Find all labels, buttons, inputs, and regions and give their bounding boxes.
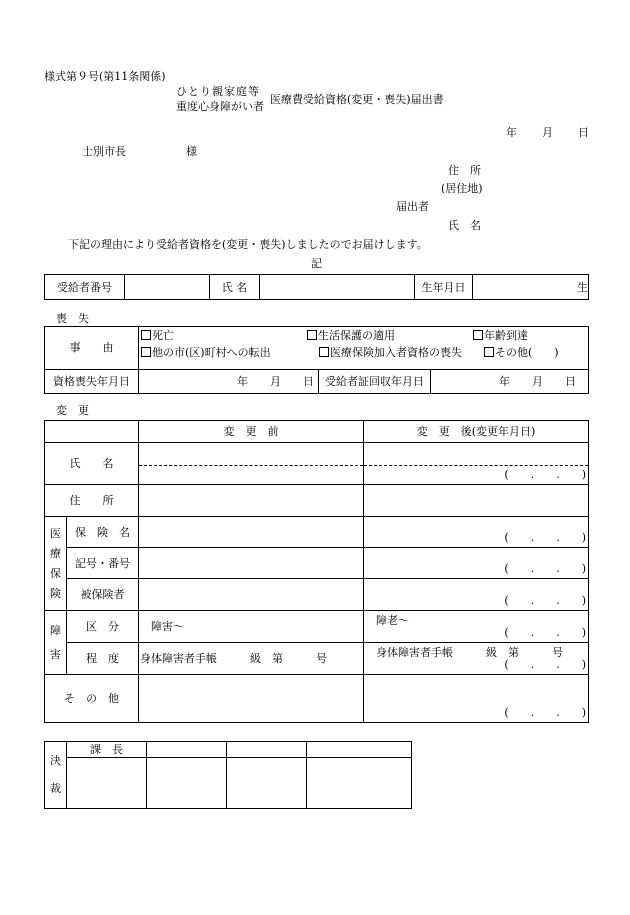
- submitter-label: 届出者: [396, 200, 429, 213]
- checkbox-icon: [484, 347, 494, 357]
- row-name-label: 氏 名: [45, 443, 139, 485]
- change-section-title: 変 更: [56, 404, 89, 417]
- option-death[interactable]: 死亡: [141, 330, 174, 341]
- degree-after-value: 身体障害者手帳 級 第 号: [376, 646, 563, 659]
- change-date-paren: ( . . ): [504, 468, 586, 481]
- checkbox-icon: [473, 330, 483, 340]
- recipient-number-cell[interactable]: [125, 275, 210, 300]
- approval-head-3: [227, 742, 307, 758]
- name-before-cell[interactable]: [139, 443, 364, 485]
- cert-return-label: 受給者証回収年月日: [319, 369, 431, 393]
- title-line2: 重度心身障がい者: [176, 100, 264, 113]
- form-number: 様式第９号(第11条関係): [44, 70, 166, 83]
- option-other[interactable]: その他( ): [484, 347, 559, 358]
- recipient-number-label: 受給者番号: [45, 275, 125, 300]
- ki-mark: 記: [311, 257, 322, 270]
- category-label: 区 分: [67, 611, 139, 643]
- approval-stamp-4[interactable]: [307, 758, 412, 809]
- approval-group-label: 決裁: [45, 742, 67, 809]
- form-title: 医療費受給資格(変更・喪失)届出書: [270, 93, 444, 106]
- degree-label: 程 度: [67, 643, 139, 675]
- option-age[interactable]: 年齢到達: [473, 330, 528, 341]
- other-after-cell[interactable]: [364, 675, 589, 723]
- recipient-name-cell[interactable]: [260, 275, 415, 300]
- loss-section-title: 喪 失: [56, 312, 89, 325]
- change-date-paren: ( . . ): [504, 531, 586, 544]
- option-move-out[interactable]: 他の市(区)町村への転出: [141, 347, 271, 358]
- dashed-divider: [364, 465, 588, 466]
- date-year: 年: [506, 126, 517, 139]
- birth-date-cell[interactable]: [473, 275, 589, 300]
- recipient-table: [44, 274, 589, 300]
- degree-before-cell[interactable]: 身体障害者手帳 級 第 号: [139, 643, 364, 675]
- addressee-mayor: 士別市長: [82, 145, 126, 158]
- dashed-divider: [139, 465, 363, 466]
- disability-group-label: 障害: [45, 611, 67, 675]
- approval-stamp-2[interactable]: [147, 758, 227, 809]
- insurance-group-label: 医療保険: [45, 517, 67, 611]
- loss-table: [44, 326, 589, 394]
- loss-date-cell[interactable]: 年 月 日: [139, 369, 319, 393]
- option-insurance-loss[interactable]: 医療保険加入者資格の喪失: [319, 347, 462, 358]
- name-after-cell[interactable]: [364, 443, 589, 485]
- change-table: [44, 420, 589, 723]
- insurer-name-label: 保 険 名: [67, 517, 139, 548]
- date-month: 月: [542, 126, 553, 139]
- cert-return-cell[interactable]: 年 月 日: [431, 369, 589, 393]
- row-address-label: 住 所: [45, 485, 139, 517]
- address-before-cell[interactable]: [139, 485, 364, 517]
- insured-person-label: 被保険者: [67, 579, 139, 611]
- insured-after-cell[interactable]: [364, 579, 589, 611]
- birth-suffix: 生: [577, 280, 588, 294]
- reason-options: [139, 327, 589, 370]
- approval-head-2: [147, 742, 227, 758]
- after-header: 変 更 後(変更年月日): [364, 421, 589, 443]
- category-after-value: 障老〜: [376, 614, 409, 627]
- title-line1: ひとり親家庭等: [176, 85, 260, 98]
- symbol-number-label: 記号・番号: [67, 548, 139, 579]
- change-date-paren: ( . . ): [504, 658, 586, 671]
- address-after-cell[interactable]: [364, 485, 589, 517]
- residence-label: (居住地): [441, 182, 483, 195]
- change-date-paren: ( . . ): [504, 706, 586, 719]
- address-label: 住 所: [448, 164, 481, 177]
- birth-date-label: 生年月日: [415, 275, 473, 300]
- loss-date-label: 資格喪失年月日: [45, 369, 139, 393]
- checkbox-icon: [141, 330, 151, 340]
- before-header: 変 更 前: [139, 421, 364, 443]
- statement: 下記の理由により受給者資格を(変更・喪失)しましたのでお届けします。: [68, 238, 428, 251]
- other-before-cell[interactable]: [139, 675, 364, 723]
- approval-head-4: [307, 742, 412, 758]
- insurer-before-cell[interactable]: [139, 517, 364, 548]
- name-label: 氏 名: [448, 219, 481, 232]
- recipient-name-label: 氏 名: [210, 275, 260, 300]
- date-day: 日: [578, 126, 589, 139]
- category-before-cell[interactable]: 障害〜: [139, 611, 364, 643]
- symbol-before-cell[interactable]: [139, 548, 364, 579]
- checkbox-icon: [141, 347, 151, 357]
- change-date-paren: ( . . ): [504, 626, 586, 639]
- approval-stamp-3[interactable]: [227, 758, 307, 809]
- approval-table: [44, 741, 412, 809]
- checkbox-icon: [307, 330, 317, 340]
- insurer-after-cell[interactable]: [364, 517, 589, 548]
- insured-before-cell[interactable]: [139, 579, 364, 611]
- option-welfare[interactable]: 生活保護の適用: [307, 330, 395, 341]
- addressee-honorific: 様: [186, 145, 197, 158]
- other-label: そ の 他: [45, 675, 139, 723]
- degree-after-cell[interactable]: [364, 643, 589, 675]
- approval-stamp-chief[interactable]: [67, 758, 147, 809]
- change-date-paren: ( . . ): [504, 562, 586, 575]
- change-date-paren: ( . . ): [504, 594, 586, 607]
- symbol-after-cell[interactable]: [364, 548, 589, 579]
- approval-chief-label: 課 長: [67, 742, 147, 758]
- reason-label: 事 由: [45, 327, 139, 370]
- checkbox-icon: [319, 347, 329, 357]
- category-after-cell[interactable]: [364, 611, 589, 643]
- corner-cell: [45, 421, 139, 443]
